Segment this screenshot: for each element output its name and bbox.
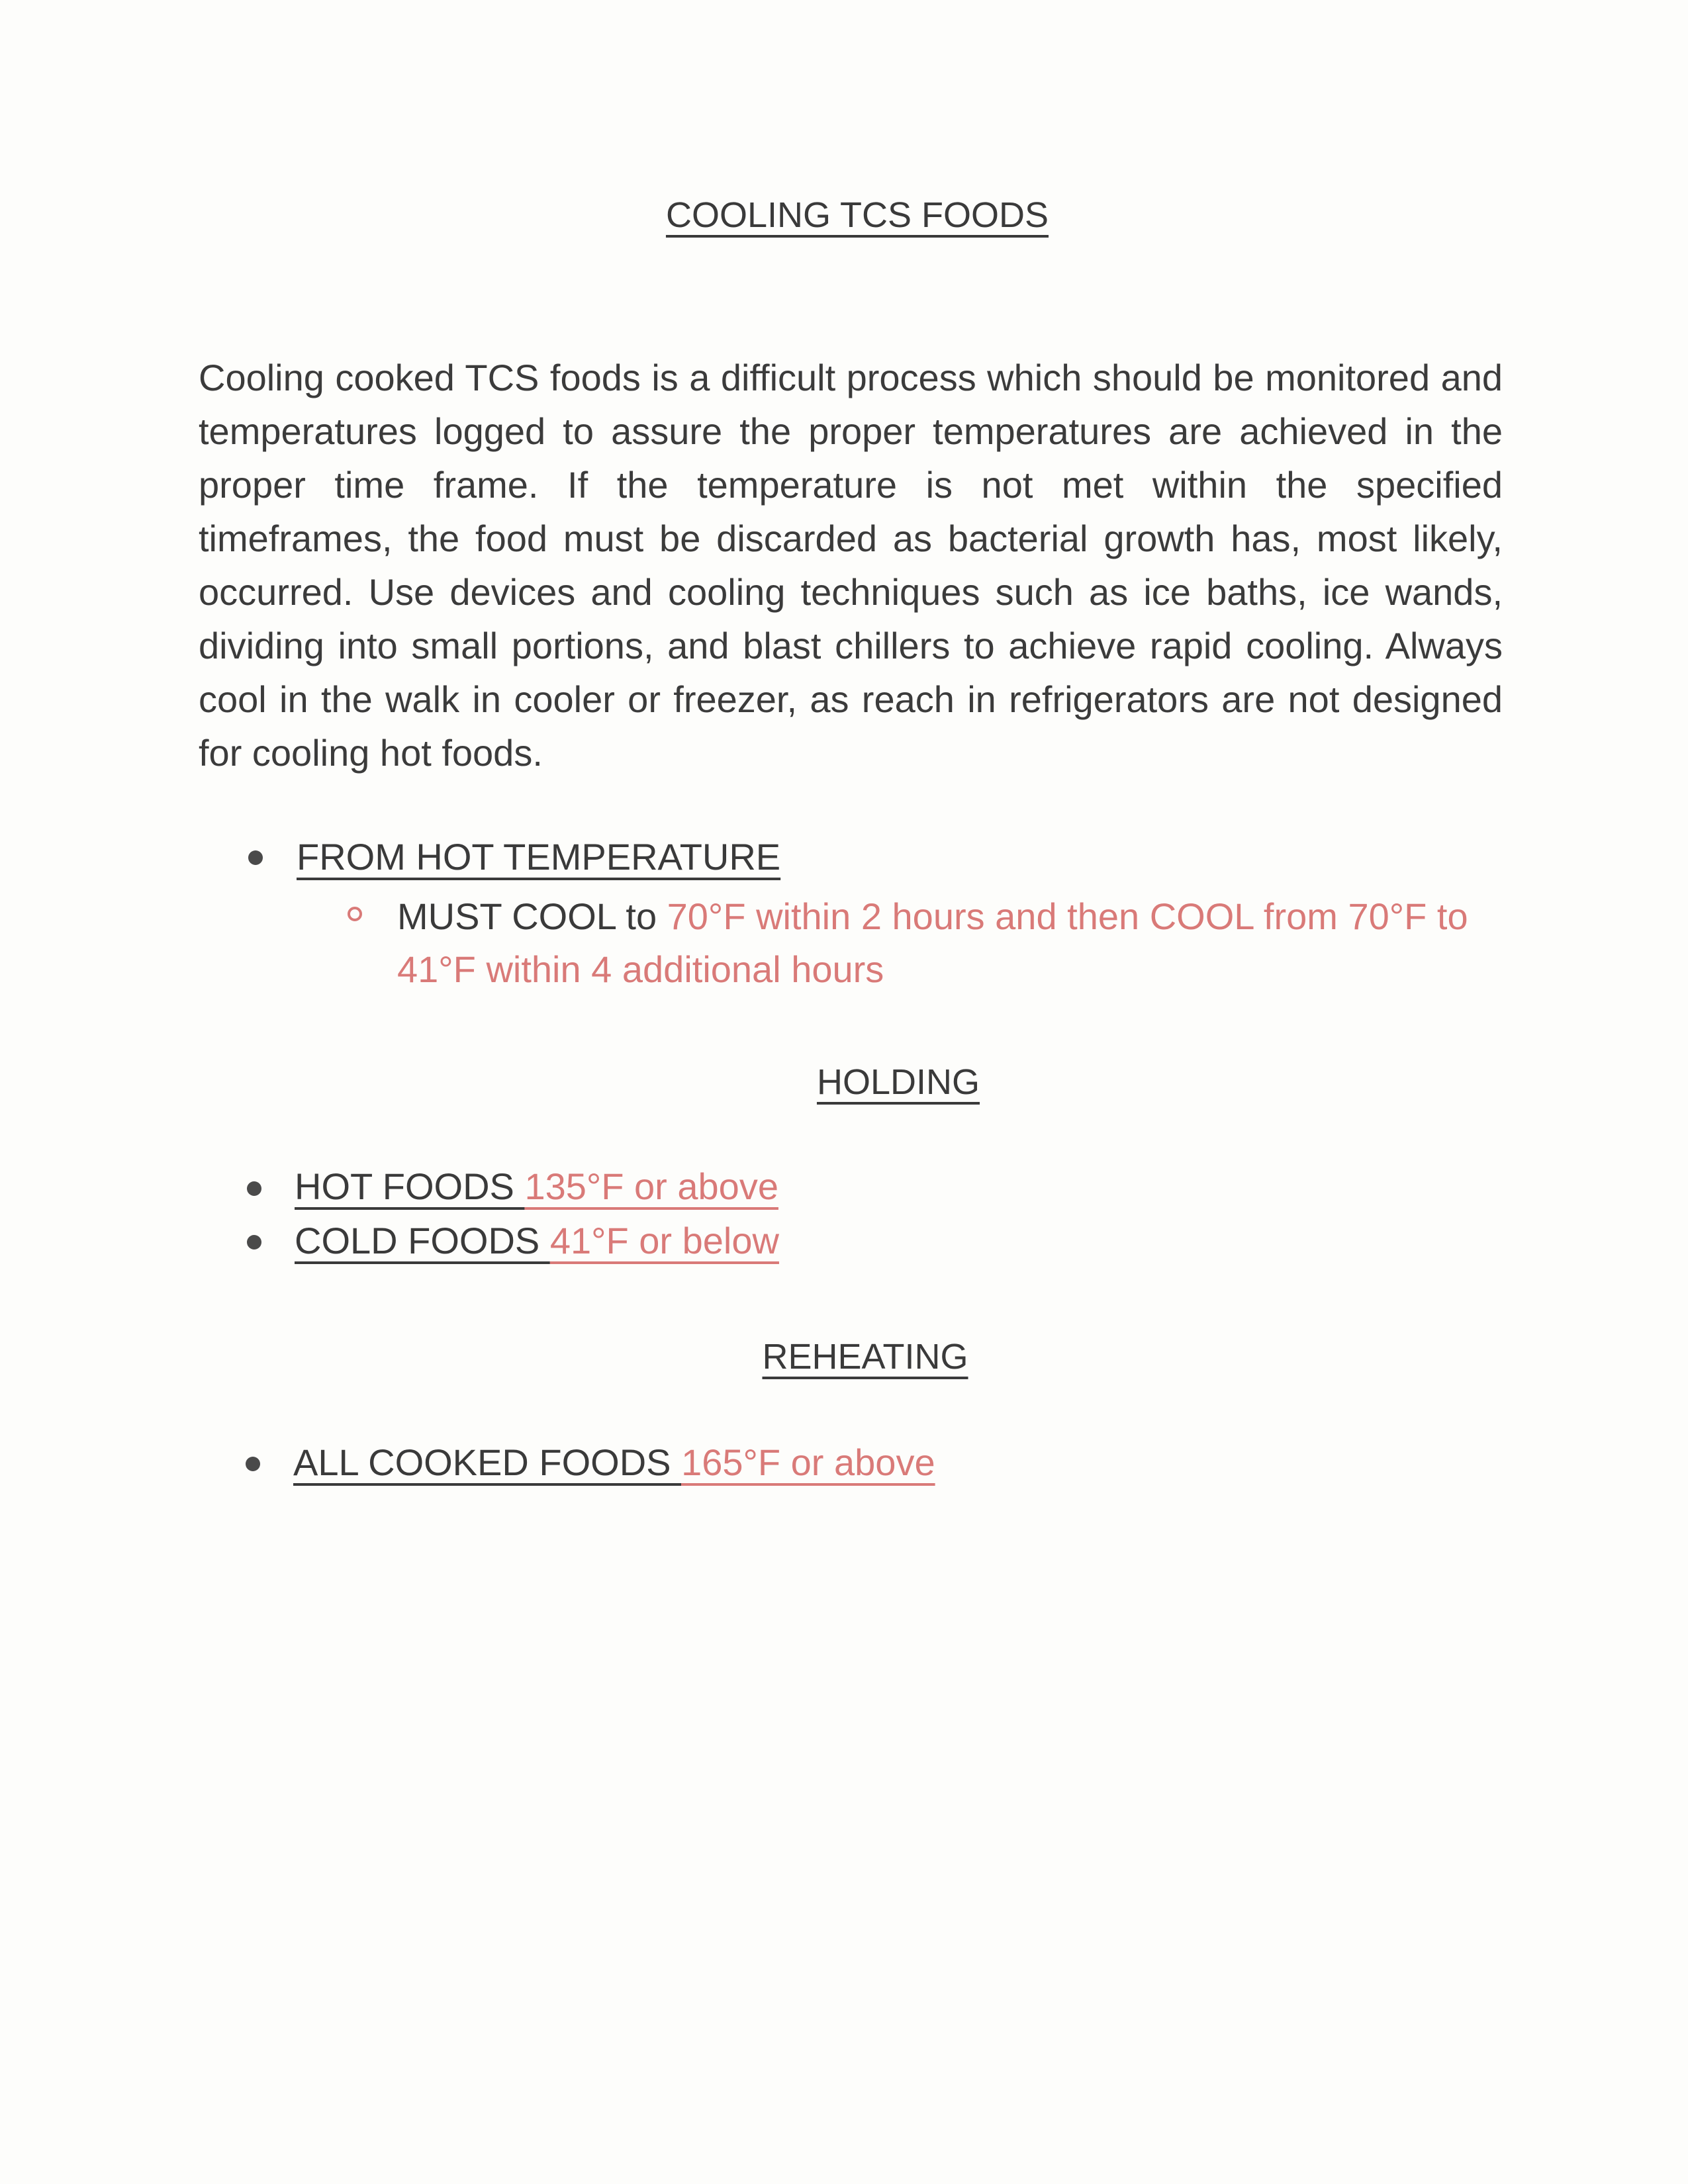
cooling-bullet <box>297 834 780 880</box>
bullet-dot <box>248 850 263 865</box>
page-title-text: COOLING TCS FOODS <box>665 195 1049 235</box>
bullet-dot <box>246 1457 260 1471</box>
reheating-heading-text: REHEATING <box>762 1337 968 1377</box>
reheating-item <box>293 1439 935 1486</box>
holding-item <box>295 1163 778 1210</box>
cooling-bullet-label: FROM HOT TEMPERATURE <box>297 836 781 878</box>
holding-item-value: 135°F or above <box>524 1165 778 1207</box>
bullet-dot <box>247 1235 261 1250</box>
cooling-rule-prefix: MUST COOL to <box>397 895 667 937</box>
reheating-item-value: 165°F or above <box>681 1441 935 1483</box>
cooling-rule <box>397 890 1509 996</box>
bullet-dot <box>247 1181 261 1196</box>
intro-paragraph: Cooling cooked TCS foods is a difficult process which should be monitored and temperatures logged to assure the proper temperatures are achieved in the proper time frame. If the temperature is not met within the specified timeframes, the food must be discarded as bacterial growth has, most likely, occurred. Use devices and cooling techniques such as ice baths, ice wands, dividing into small portions, and blast chillers to achieve rapid cooling. Always cool in the walk in cooler or freezer, as reach in refrigerators are not designed for cooling hot foods. <box>199 357 1503 774</box>
holding-heading <box>54 1059 1688 1105</box>
sub-bullet-circle <box>348 907 362 921</box>
reheating-heading <box>21 1334 1688 1380</box>
holding-item-label: COLD FOODS <box>295 1220 550 1261</box>
holding-heading-text: HOLDING <box>816 1062 980 1102</box>
reheating-item-label: ALL COOKED FOODS <box>293 1441 682 1483</box>
holding-item-label: HOT FOODS <box>295 1165 525 1207</box>
page-title <box>13 192 1688 238</box>
cooling-rule-detail: 70°F within 2 hours and then COOL from 70°F to 41°F within 4 additional hours <box>397 895 1468 990</box>
holding-item <box>295 1218 779 1264</box>
holding-item-value: 41°F or below <box>549 1220 779 1261</box>
